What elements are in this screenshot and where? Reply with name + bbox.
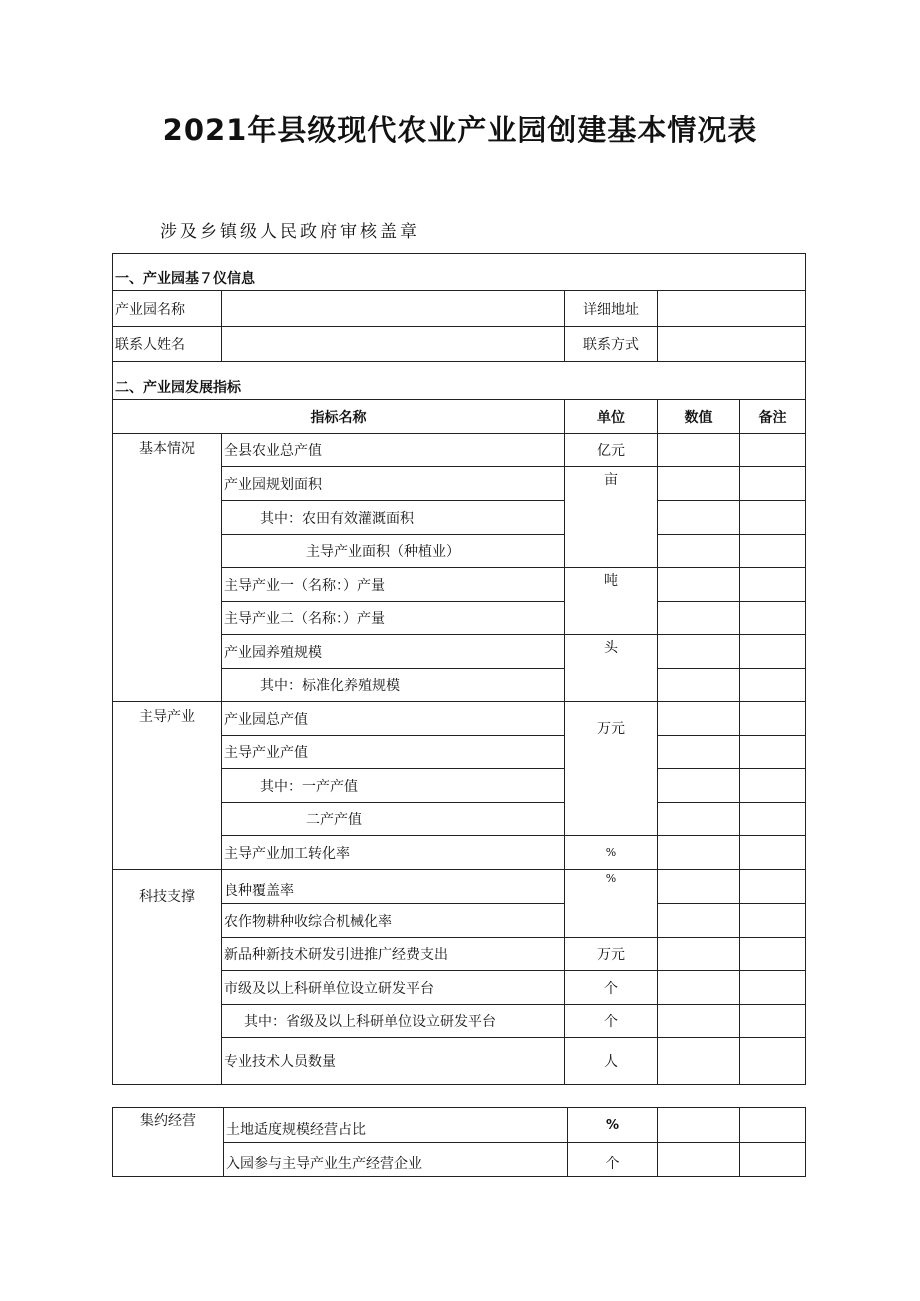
category-basic: 基本情况 xyxy=(113,434,222,702)
value-field[interactable] xyxy=(658,467,740,501)
col-value-header: 数值 xyxy=(658,400,740,434)
value-field[interactable] xyxy=(658,971,740,1005)
col-unit-header: 单位 xyxy=(565,400,658,434)
unit-cell: 吨 xyxy=(565,568,658,635)
value-field[interactable] xyxy=(658,904,740,938)
section1-heading: 一、产业园基７仪信息 xyxy=(113,254,806,291)
indicator-label: 入园参与主导产业生产经营企业 xyxy=(224,1143,568,1177)
indicator-label: 农作物耕种收综合机械化率 xyxy=(222,904,565,938)
note-field[interactable] xyxy=(740,1005,806,1038)
section2-heading: 二、产业园发展指标 xyxy=(113,362,806,400)
value-field[interactable] xyxy=(658,836,740,870)
unit-cell: % xyxy=(565,836,658,870)
unit-cell: 亿元 xyxy=(565,434,658,467)
contact-field[interactable] xyxy=(222,327,565,362)
indicator-label: 全县农业总产值 xyxy=(222,434,565,467)
note-field[interactable] xyxy=(740,501,806,535)
unit-cell: 头 xyxy=(565,635,658,702)
note-field[interactable] xyxy=(740,635,806,669)
stamp-note: 涉及乡镇级人民政府审核盖章 xyxy=(160,222,420,242)
value-field[interactable] xyxy=(658,501,740,535)
indicator-label: 产业园养殖规模 xyxy=(222,635,565,669)
note-field[interactable] xyxy=(740,568,806,602)
value-field[interactable] xyxy=(658,702,740,736)
value-field[interactable] xyxy=(658,769,740,803)
park-name-label: 产业园名称 xyxy=(113,291,222,327)
category-intensive: 集约经营 xyxy=(113,1108,224,1177)
unit-cell: 亩 xyxy=(565,467,658,568)
value-field[interactable] xyxy=(658,434,740,467)
note-field[interactable] xyxy=(740,1038,806,1085)
indicator-label: 产业园总产值 xyxy=(222,702,565,736)
phone-label: 联系方式 xyxy=(565,327,658,362)
page-title: 2021年县级现代农业产业园创建基本情况表 xyxy=(162,113,758,147)
note-field[interactable] xyxy=(740,803,806,836)
value-field[interactable] xyxy=(658,1143,740,1177)
note-field[interactable] xyxy=(740,1108,806,1143)
indicator-label: 其中：标准化养殖规模 xyxy=(222,669,565,702)
address-label: 详细地址 xyxy=(565,291,658,327)
category-tech: 科技支撑 xyxy=(113,870,222,1085)
indicator-label: 主导产业一（名称：）产量 xyxy=(222,568,565,602)
unit-cell: 个 xyxy=(568,1143,658,1177)
unit-cell: % xyxy=(565,870,658,938)
phone-field[interactable] xyxy=(658,327,806,362)
note-field[interactable] xyxy=(740,769,806,803)
unit-cell: 万元 xyxy=(565,702,658,836)
value-field[interactable] xyxy=(658,736,740,769)
value-field[interactable] xyxy=(658,535,740,568)
indicator-label: 良种覆盖率 xyxy=(222,870,565,904)
contact-label: 联系人姓名 xyxy=(113,327,222,362)
indicator-label: 主导产业产值 xyxy=(222,736,565,769)
note-field[interactable] xyxy=(740,1143,806,1177)
park-name-field[interactable] xyxy=(222,291,565,327)
note-field[interactable] xyxy=(740,736,806,769)
note-field[interactable] xyxy=(740,971,806,1005)
indicator-label: 市级及以上科研单位设立研发平台 xyxy=(222,971,565,1005)
note-field[interactable] xyxy=(740,870,806,904)
note-field[interactable] xyxy=(740,904,806,938)
indicator-label: 主导产业加工转化率 xyxy=(222,836,565,870)
note-field[interactable] xyxy=(740,836,806,870)
category-leading: 主导产业 xyxy=(113,702,222,870)
note-field[interactable] xyxy=(740,467,806,501)
value-field[interactable] xyxy=(658,803,740,836)
note-field[interactable] xyxy=(740,669,806,702)
unit-cell: 个 xyxy=(565,971,658,1005)
note-field[interactable] xyxy=(740,535,806,568)
note-field[interactable] xyxy=(740,702,806,736)
indicator-label: 土地适度规模经营占比 xyxy=(224,1108,568,1143)
indicator-label: 产业园规划面积 xyxy=(222,467,565,501)
unit-cell: 人 xyxy=(565,1038,658,1085)
indicator-label: 二产产值 xyxy=(222,803,565,836)
value-field[interactable] xyxy=(658,635,740,669)
note-field[interactable] xyxy=(740,602,806,635)
indicator-label: 新品种新技术研发引进推广经费支出 xyxy=(222,938,565,971)
indicator-label: 主导产业二（名称：）产量 xyxy=(222,602,565,635)
indicator-label: 专业技术人员数量 xyxy=(222,1038,565,1085)
value-field[interactable] xyxy=(658,568,740,602)
address-field[interactable] xyxy=(658,291,806,327)
unit-cell: 万元 xyxy=(565,938,658,971)
unit-cell: 个 xyxy=(565,1005,658,1038)
value-field[interactable] xyxy=(658,1038,740,1085)
note-field[interactable] xyxy=(740,938,806,971)
value-field[interactable] xyxy=(658,870,740,904)
col-indicator-header: 指标名称 xyxy=(113,400,565,434)
indicator-label: 主导产业面积（种植业） xyxy=(222,535,565,568)
value-field[interactable] xyxy=(658,1108,740,1143)
intensive-table xyxy=(112,1107,806,1177)
indicator-label: 其中：一产产值 xyxy=(222,769,565,803)
note-field[interactable] xyxy=(740,434,806,467)
col-note-header: 备注 xyxy=(740,400,806,434)
info-table xyxy=(112,253,806,1085)
unit-cell: % xyxy=(568,1108,658,1143)
value-field[interactable] xyxy=(658,938,740,971)
indicator-label: 其中：农田有效灌溉面积 xyxy=(222,501,565,535)
indicator-label: 其中：省级及以上科研单位设立研发平台 xyxy=(222,1005,565,1038)
value-field[interactable] xyxy=(658,1005,740,1038)
value-field[interactable] xyxy=(658,602,740,635)
value-field[interactable] xyxy=(658,669,740,702)
